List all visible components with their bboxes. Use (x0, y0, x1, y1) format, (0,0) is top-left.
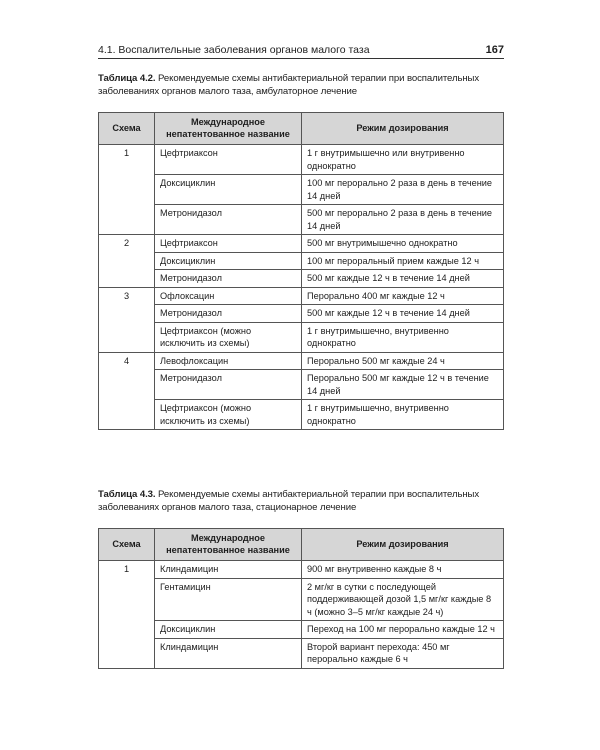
table-row (99, 638, 504, 668)
table-row (99, 287, 504, 305)
dose-cell: 1 г внутримышечно или внутривенно однократно (302, 145, 504, 175)
drug-cell: Клиндамицин (155, 638, 302, 668)
dose-cell: 100 мг пероральный прием каждые 12 ч (302, 252, 504, 270)
scheme-cell (99, 638, 155, 668)
scheme-cell: 1 (99, 561, 155, 579)
scheme-cell (99, 621, 155, 639)
scheme-cell (99, 252, 155, 270)
dose-cell: Переход на 100 мг перорально каждые 12 ч (302, 621, 504, 639)
drug-cell: Доксициклин (155, 621, 302, 639)
column-header-scheme: Схема (99, 113, 155, 145)
table-row (99, 561, 504, 579)
scheme-cell (99, 370, 155, 400)
dose-cell: 1 г внутримышечно, внутривенно однократно (302, 400, 504, 430)
caption-text: Рекомендуемые схемы антибактериальной терапии при воспалительных заболеваниях органов малого таза, стационарное лечение (98, 489, 480, 513)
caption-label: Таблица 4.2. (98, 73, 156, 84)
dose-cell: Перорально 400 мг каждые 12 ч (302, 287, 504, 305)
table-row (99, 252, 504, 270)
running-title: 4.1. Воспалительные заболевания органов малого таза (98, 44, 370, 56)
drug-cell: Метронидазол (155, 370, 302, 400)
column-header-dose: Режим дозирования (302, 529, 504, 561)
scheme-cell (99, 305, 155, 323)
drug-cell: Цефтриаксон (155, 235, 302, 253)
table-row (99, 400, 504, 430)
drug-cell: Метронидазол (155, 270, 302, 288)
table-row (99, 270, 504, 288)
dose-cell: 1 г внутримышечно, внутривенно однократно (302, 322, 504, 352)
dose-cell: 500 мг каждые 12 ч в течение 14 дней (302, 305, 504, 323)
dose-cell: Перорально 500 мг каждые 12 ч в течение 14 дней (302, 370, 504, 400)
table-4-3-caption (98, 488, 506, 514)
scheme-cell (99, 175, 155, 205)
table-4-3 (98, 528, 504, 669)
table-4-2-caption (98, 72, 506, 98)
caption-label: Таблица 4.3. (98, 489, 156, 500)
table-4-2 (98, 112, 504, 430)
table-row (99, 322, 504, 352)
table-row (99, 305, 504, 323)
drug-cell: Доксициклин (155, 175, 302, 205)
scheme-cell (99, 578, 155, 621)
drug-cell: Метронидазол (155, 205, 302, 235)
page-number: 167 (485, 44, 504, 56)
table-row (99, 370, 504, 400)
scheme-cell (99, 270, 155, 288)
dose-cell: Второй вариант перехода: 450 мг перорально каждые 6 ч (302, 638, 504, 668)
drug-cell: Метронидазол (155, 305, 302, 323)
column-header-dose: Режим дозирования (302, 113, 504, 145)
dose-cell: 2 мг/кг в сутки с последующей поддерживающей дозой 1,5 мг/кг каждые 8 ч (можно 3–5 мг/кг каждые 24 ч) (302, 578, 504, 621)
running-head (98, 44, 504, 59)
column-header-drug: Международное непатентованное название (155, 113, 302, 145)
drug-cell: Цефтриаксон (155, 145, 302, 175)
dose-cell: Перорально 500 мг каждые 24 ч (302, 352, 504, 370)
dose-cell: 500 мг внутримышечно однократно (302, 235, 504, 253)
dose-cell: 100 мг перорально 2 раза в день в течение 14 дней (302, 175, 504, 205)
drug-cell: Цефтриаксон (можно исключить из схемы) (155, 322, 302, 352)
drug-cell: Гентамицин (155, 578, 302, 621)
scheme-cell: 4 (99, 352, 155, 370)
drug-cell: Доксициклин (155, 252, 302, 270)
drug-cell: Левофлоксацин (155, 352, 302, 370)
scheme-cell (99, 322, 155, 352)
scheme-cell: 3 (99, 287, 155, 305)
scheme-cell: 2 (99, 235, 155, 253)
dose-cell: 500 мг перорально 2 раза в день в течение 14 дней (302, 205, 504, 235)
scheme-cell: 1 (99, 145, 155, 175)
scheme-cell (99, 400, 155, 430)
column-header-scheme: Схема (99, 529, 155, 561)
table-row (99, 235, 504, 253)
dose-cell: 900 мг внутривенно каждые 8 ч (302, 561, 504, 579)
drug-cell: Клиндамицин (155, 561, 302, 579)
table-row (99, 175, 504, 205)
scheme-cell (99, 205, 155, 235)
caption-text: Рекомендуемые схемы антибактериальной терапии при воспалительных заболеваниях органов малого таза, амбулаторное лечение (98, 73, 480, 97)
drug-cell: Цефтриаксон (можно исключить из схемы) (155, 400, 302, 430)
table-row (99, 145, 504, 175)
table-row (99, 621, 504, 639)
column-header-drug: Международное непатентованное название (155, 529, 302, 561)
drug-cell: Офлоксацин (155, 287, 302, 305)
table-row (99, 205, 504, 235)
table-row (99, 352, 504, 370)
table-row (99, 578, 504, 621)
dose-cell: 500 мг каждые 12 ч в течение 14 дней (302, 270, 504, 288)
